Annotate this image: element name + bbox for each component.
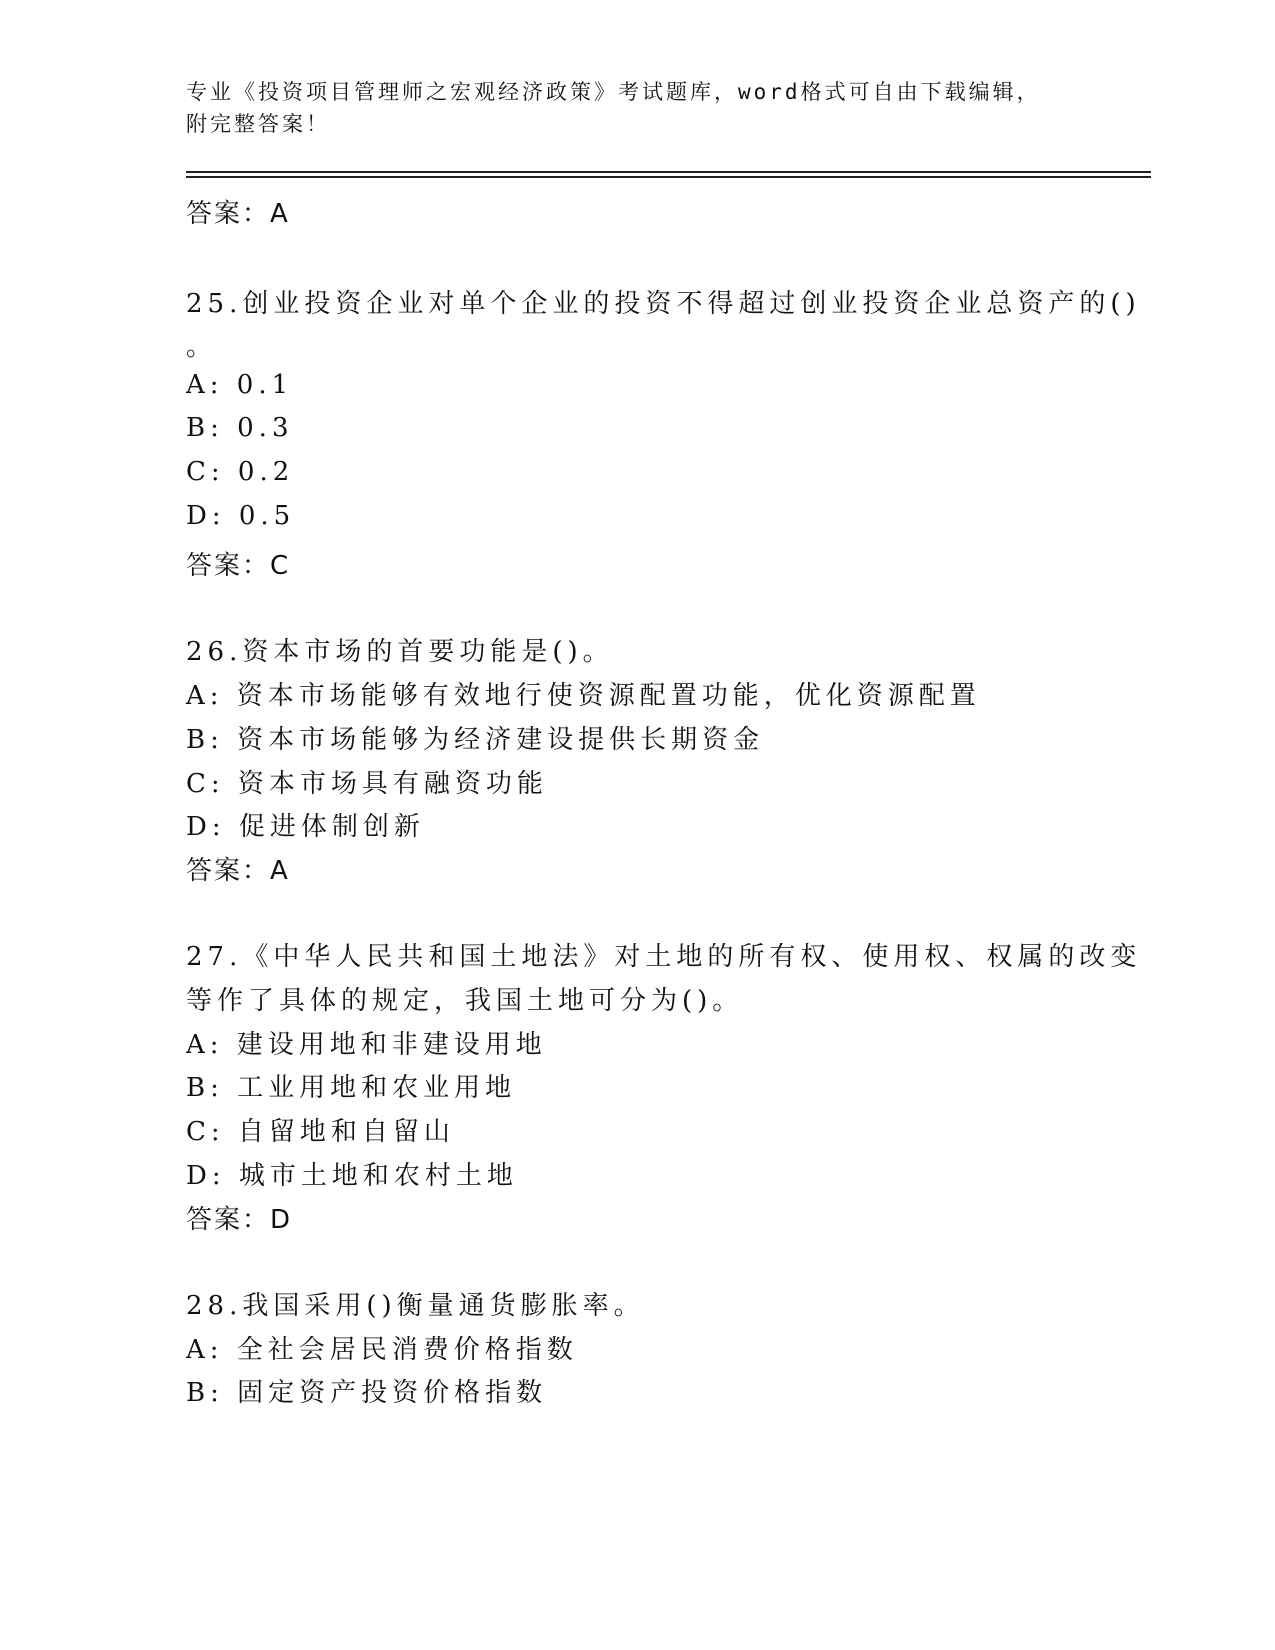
question-27-stem-cont: 等作了具体的规定，我国土地可分为()。 bbox=[186, 986, 744, 1016]
question-27-option-b: B: 工业用地和农业用地 bbox=[186, 1073, 517, 1103]
question-26-option-c: C: 资本市场具有融资功能 bbox=[186, 769, 548, 799]
question-25-stem: 25.创业投资企业对单个企业的投资不得超过创业投资企业总资产的() bbox=[186, 289, 1141, 319]
question-25-option-d: D: 0.5 bbox=[186, 501, 296, 531]
question-26-option-a: A: 资本市场能够有效地行使资源配置功能，优化资源配置 bbox=[186, 681, 981, 711]
question-27-option-c: C: 自留地和自留山 bbox=[186, 1117, 455, 1147]
question-26-answer: 答案：A bbox=[186, 856, 290, 886]
answer-prev: 答案：A bbox=[186, 199, 290, 229]
header-text-line2: 附完整答案！ bbox=[186, 112, 330, 136]
question-26-stem: 26.资本市场的首要功能是()。 bbox=[186, 637, 614, 667]
header-rule-bottom bbox=[186, 176, 1151, 178]
question-27-answer: 答案：D bbox=[186, 1205, 293, 1235]
header-text-line1: 专业《投资项目管理师之宏观经济政策》考试题库，word格式可自由下载编辑， bbox=[186, 80, 1041, 104]
question-27-stem: 27.《中华人民共和国土地法》对土地的所有权、使用权、权属的改变 bbox=[186, 942, 1142, 972]
question-26-option-d: D: 促进体制创新 bbox=[186, 812, 425, 842]
question-25-stem-cont: 。 bbox=[186, 332, 218, 362]
question-26-option-b: B: 资本市场能够为经济建设提供长期资金 bbox=[186, 725, 765, 755]
question-28-stem: 28.我国采用()衡量通货膨胀率。 bbox=[186, 1291, 645, 1321]
question-25-answer: 答案：C bbox=[186, 551, 291, 581]
question-25-option-b: B: 0.3 bbox=[186, 413, 294, 443]
header-rule-top bbox=[186, 171, 1151, 173]
question-27-option-d: D: 城市土地和农村土地 bbox=[186, 1161, 518, 1191]
question-28-option-b: B: 固定资产投资价格指数 bbox=[186, 1378, 548, 1408]
question-27-option-a: A: 建设用地和非建设用地 bbox=[186, 1030, 547, 1060]
question-25-option-c: C: 0.2 bbox=[186, 457, 295, 487]
question-25-option-a: A: 0.1 bbox=[186, 370, 294, 400]
question-28-option-a: A: 全社会居民消费价格指数 bbox=[186, 1335, 578, 1365]
